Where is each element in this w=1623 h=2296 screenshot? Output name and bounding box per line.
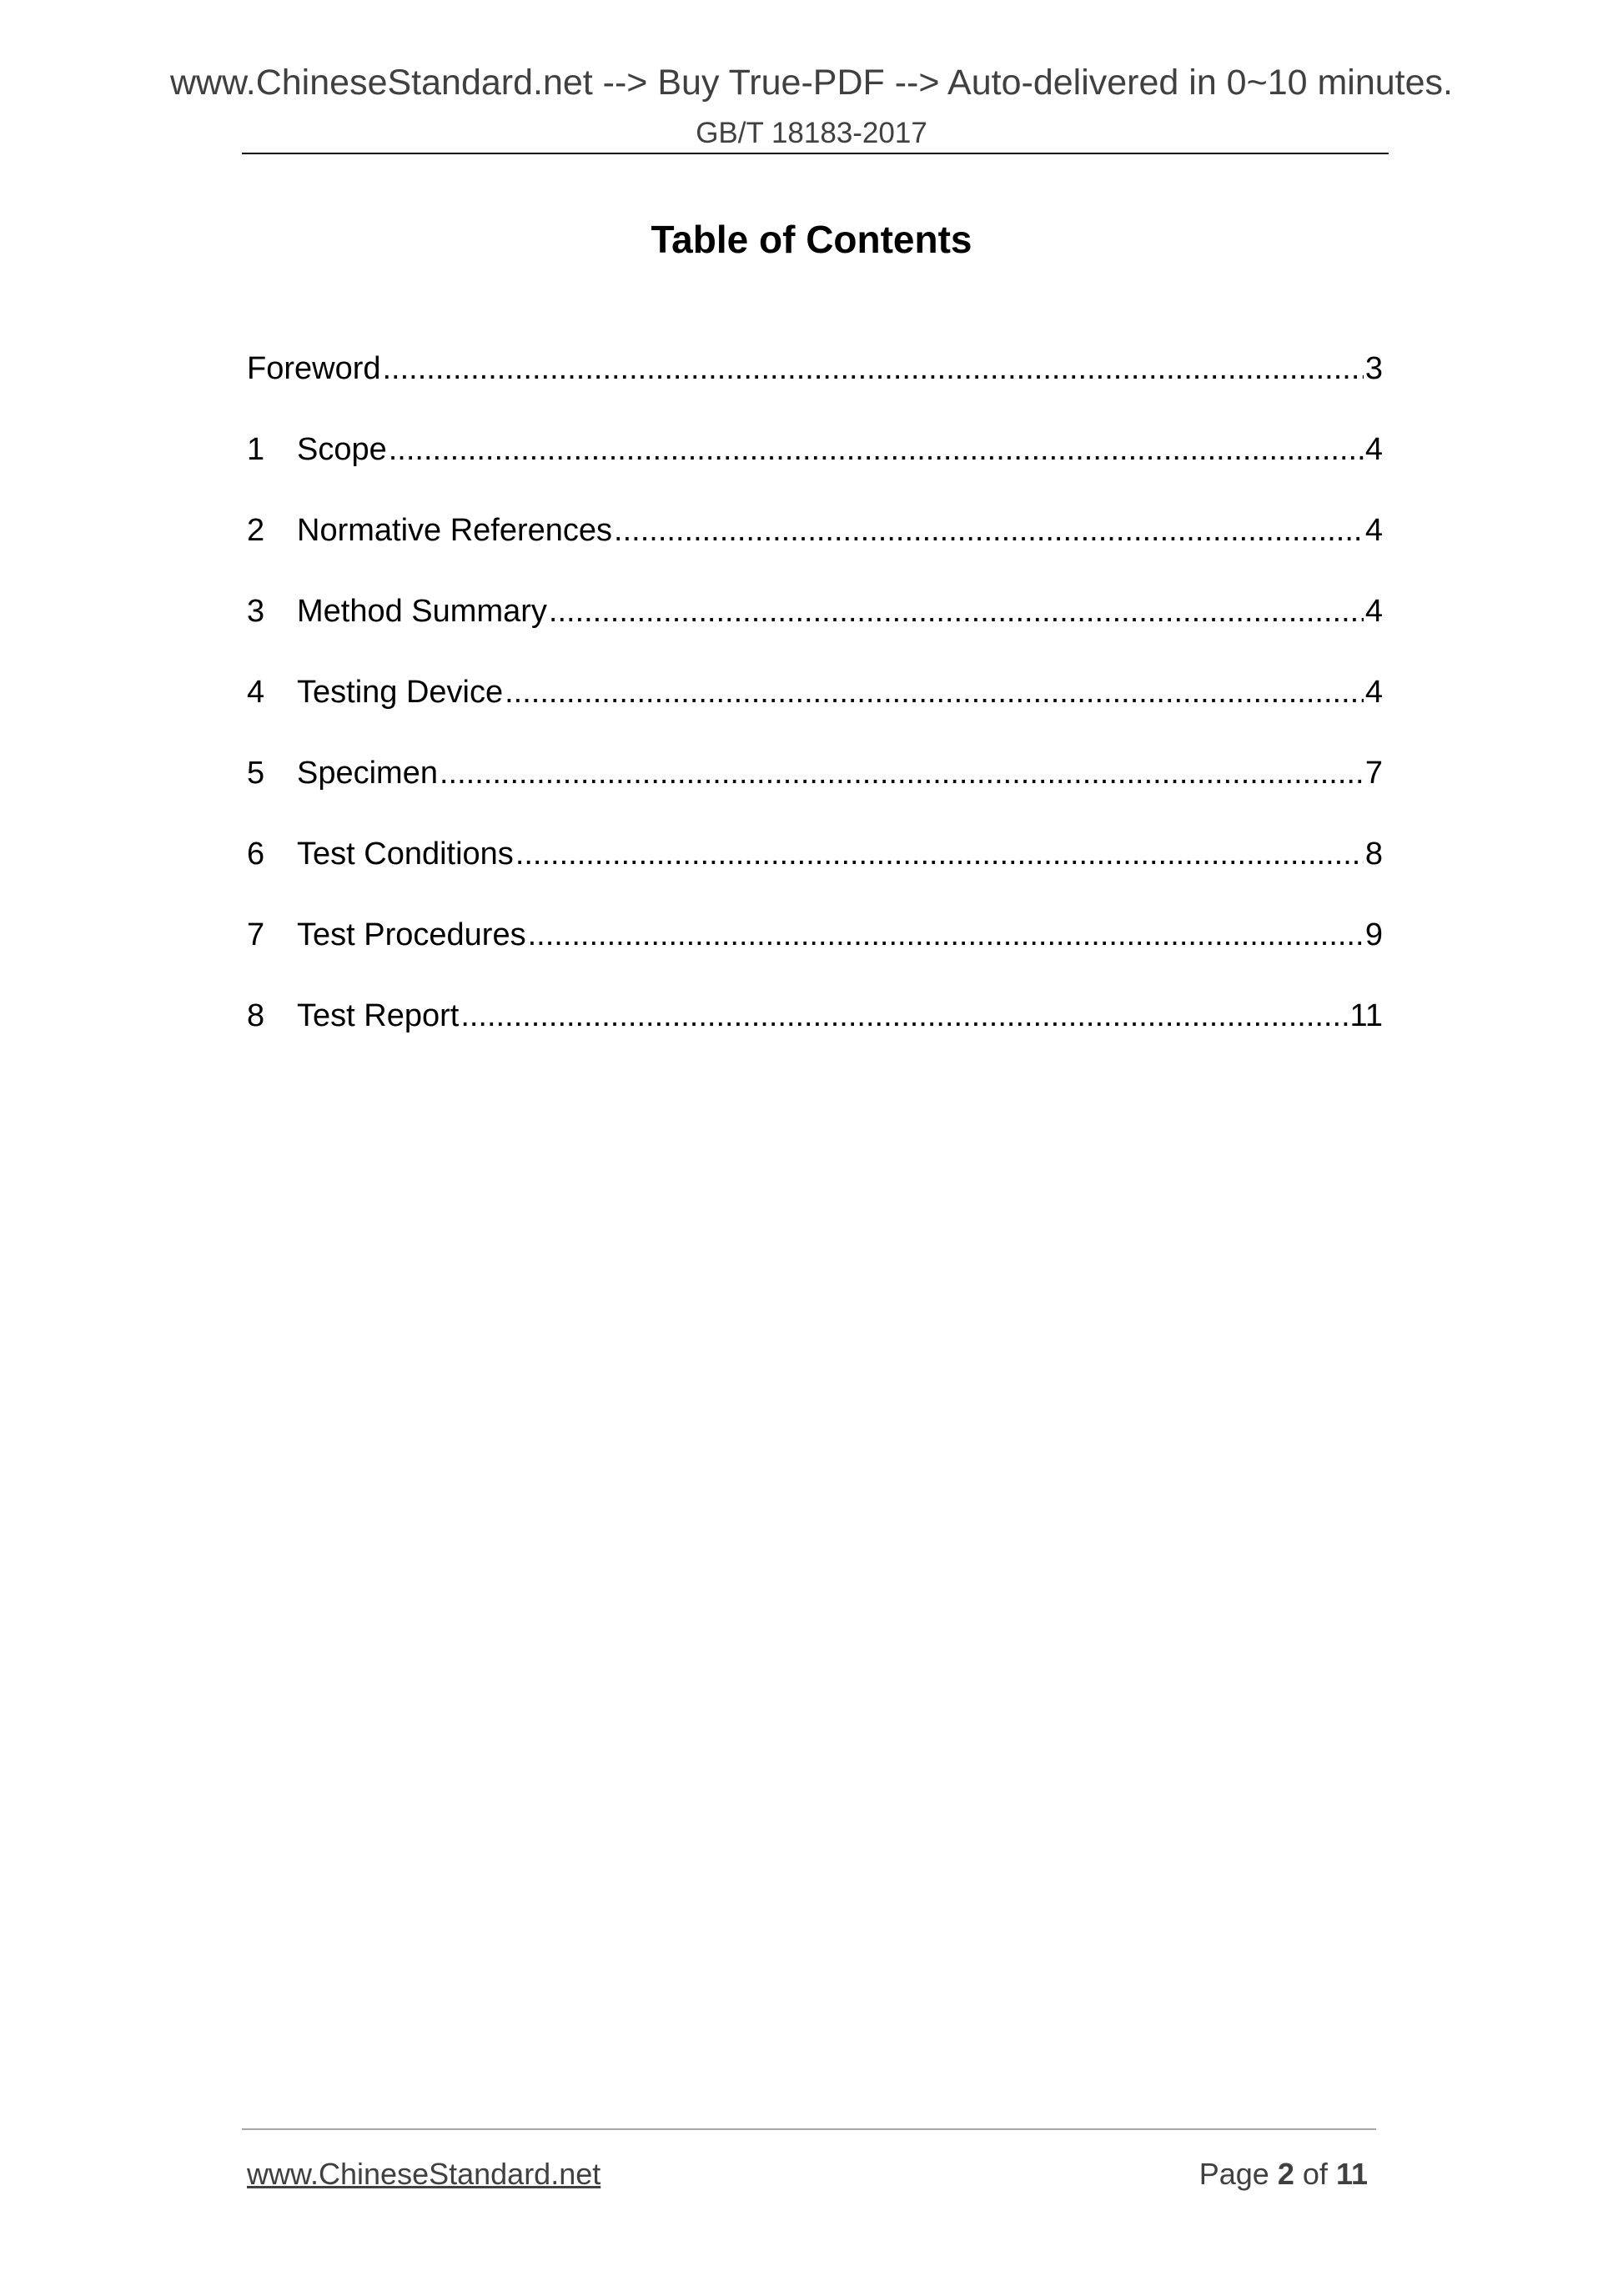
toc-entry-label: Method Summary <box>297 594 547 629</box>
toc-dot-leader <box>549 593 1364 631</box>
toc-entry-normative-references[interactable] <box>247 512 1383 593</box>
toc-entry-label: Test Report <box>297 998 460 1033</box>
toc-entry-label: Test Procedures <box>297 917 526 952</box>
toc-dot-leader <box>505 674 1364 712</box>
toc-entry-label: Test Conditions <box>297 837 514 872</box>
page-indicator <box>1199 2156 1368 2192</box>
document-code: GB/T 18183-2017 <box>696 117 927 149</box>
header-divider <box>242 153 1389 154</box>
toc-dot-leader <box>614 512 1364 550</box>
toc-dot-leader <box>440 755 1364 793</box>
toc-title: Table of Contents <box>651 218 972 261</box>
header-banner: www.ChineseStandard.net --> Buy True-PDF --> Auto-delivered in 0~10 minutes. <box>169 63 1453 103</box>
toc-entry-page: 4 <box>1364 513 1383 548</box>
toc-entry-page: 7 <box>1364 756 1383 791</box>
toc-entry-label: Normative References <box>297 513 613 548</box>
toc-entry-label: Specimen <box>297 756 438 791</box>
footer-site-link[interactable]: www.ChineseStandard.net <box>247 2157 601 2191</box>
toc-entry-page: 4 <box>1364 594 1383 629</box>
page-total: 11 <box>1335 2157 1368 2191</box>
page-prefix: Page <box>1198 2157 1269 2191</box>
toc-entry-method-summary[interactable] <box>247 593 1383 674</box>
toc-entry-page: 9 <box>1364 917 1383 952</box>
toc-entry-page: 4 <box>1364 432 1383 467</box>
toc-entry-number: 3 <box>247 594 265 629</box>
toc-entry-page: 4 <box>1364 675 1383 710</box>
toc-entry-page: 3 <box>1364 351 1383 386</box>
toc-entry-number: 6 <box>247 837 265 872</box>
toc-entry-number: 7 <box>247 917 265 952</box>
toc-entry-foreword[interactable] <box>247 350 1383 431</box>
toc-entry-testing-device[interactable] <box>247 674 1383 755</box>
toc-entry-number: 4 <box>247 675 265 710</box>
toc-dot-leader <box>528 917 1364 955</box>
toc-entry-number: 2 <box>247 513 265 548</box>
toc-entry-label: Testing Device <box>297 675 504 710</box>
toc-entry-test-conditions[interactable] <box>247 836 1383 917</box>
footer-divider <box>242 2128 1376 2130</box>
toc-entry-label: Foreword <box>247 351 381 386</box>
toc-entry-specimen[interactable] <box>247 755 1383 836</box>
toc-entry-page: 11 <box>1349 998 1383 1033</box>
toc-entry-test-procedures[interactable] <box>247 917 1383 997</box>
toc-dot-leader <box>460 997 1348 1036</box>
toc-entry-page: 8 <box>1364 837 1383 872</box>
toc-dot-leader <box>515 836 1364 874</box>
toc-entry-scope[interactable] <box>247 431 1383 512</box>
toc-entry-number: 5 <box>247 756 265 791</box>
toc-dot-leader <box>389 431 1364 470</box>
page-current: 2 <box>1277 2157 1294 2191</box>
toc-entry-number: 8 <box>247 998 265 1033</box>
toc-entry-label: Scope <box>297 432 387 467</box>
page-of: of <box>1302 2157 1328 2191</box>
toc-dot-leader <box>383 350 1364 389</box>
table-of-contents <box>247 350 1383 1078</box>
toc-entry-test-report[interactable] <box>247 997 1383 1078</box>
toc-entry-number: 1 <box>247 432 265 467</box>
